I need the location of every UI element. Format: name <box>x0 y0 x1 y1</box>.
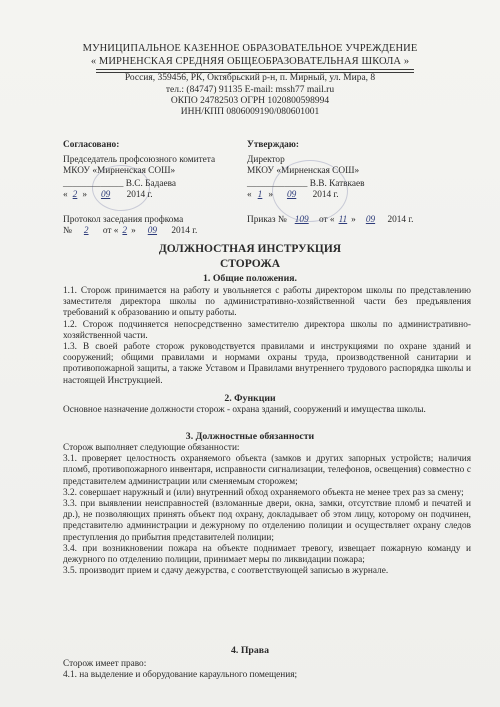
approval-left-sign: _____________ В.С. Бадаева <box>63 178 176 189</box>
para-3-5: 3.5. производит прием и сдачу дежурства, с соответствующей записью в журнале. <box>63 566 389 577</box>
approval-right-sign: _____________ В.В. Катвкаев <box>247 178 365 189</box>
section-4-body <box>63 659 471 681</box>
inn-kpp: ИНН/КПП 0806009190/080601001 <box>180 107 320 117</box>
protocol-num: 2 <box>83 226 89 236</box>
para-4-intro: Сторож имеет право: <box>63 659 147 669</box>
protocol-label: Протокол заседания профкома <box>63 214 184 225</box>
para-1-2: 1.2. Сторож подчиняется непосредственно заместителю директора школы по административно-хозяйственной части. <box>63 319 471 341</box>
order-from: от « <box>319 214 335 225</box>
approval-right-line2: МКОУ «Мирненская СОШ» <box>247 166 360 176</box>
stamp-right <box>272 160 348 222</box>
protocol-day: 2 <box>122 226 128 236</box>
org-name-line1: МУНИЦИПАЛЬНОЕ КАЗЕННОЕ ОБРАЗОВАТЕЛЬНОЕ УЧРЕЖДЕНИЕ <box>82 43 418 54</box>
address: Россия, 359456, РК, Октябрьский р-н, п. Мирный, ул. Мира, 8 <box>124 73 376 83</box>
header-rule-top <box>96 69 414 70</box>
protocol-quote-close: » <box>131 226 136 236</box>
doc-subtitle: СТОРОЖА <box>219 258 281 270</box>
date-quote-open: « <box>63 190 68 200</box>
order-day: 11 <box>338 214 348 225</box>
section-3-title: 3. Должностные обязанности <box>185 431 315 442</box>
date-day: 1 <box>257 190 263 200</box>
approval-left-heading: Согласовано: <box>63 140 120 150</box>
section-1-title: 1. Общие положения. <box>203 273 297 284</box>
date-quote-open: « <box>247 190 252 200</box>
para-3-2: 3.2. совершает наружный и (или) внутренний обход охраняемого объекта не менее трех раз за смену; <box>63 487 464 498</box>
stamp-left <box>92 165 150 211</box>
para-3-1: 3.1. проверяет целостность охраняемого объекта (замков и других запорных устройств; наличия пломб, противопожарного инвентаря, исправности сигнализации, телефонов, освещения) совместно с представителем администрации или сменяемым сторожем; <box>63 454 471 487</box>
date-month: 09 <box>286 190 297 200</box>
approval-right-heading: Утверждаю: <box>247 140 299 150</box>
para-1-1: 1.1. Сторож принимается на работу и увольняется с работы директором школы по представлению заместителя директора школы по административно-хозяйственной части без предъявления требований к образованию и опыту работы. <box>63 286 471 319</box>
doc-title: ДОЛЖНОСТНАЯ ИНСТРУКЦИЯ <box>158 243 342 255</box>
approval-left-line2: МКОУ «Мирненская СОШ» <box>63 166 176 176</box>
org-name-line2: « МИРНЕНСКАЯ СРЕДНЯЯ ОБЩЕОБРАЗОВАТЕЛЬНАЯ ШКОЛА » <box>90 56 410 67</box>
para-3-4: 3.4. при возникновении пожара на объекте поднимает тревогу, извещает пожарную команду и дежурного по отделению полиции, принимает меры по ликвидации пожара; <box>63 543 471 566</box>
contacts: тел.: (84747) 91135 E-mail: mssh77 mail.ru <box>165 85 335 95</box>
date-year: 2014 г. <box>312 190 339 200</box>
order-num: 109 <box>294 214 309 225</box>
approval-left-line1: Председатель профсоюзного комитета <box>63 154 216 165</box>
letterhead <box>40 42 460 68</box>
order-quote-close: » <box>351 214 356 225</box>
section-3-body <box>63 443 471 577</box>
section-2-body <box>63 405 471 416</box>
okpo-ogrn: ОКПО 24782503 ОГРН 1020800598994 <box>170 96 330 106</box>
order-month: 09 <box>365 214 376 225</box>
protocol-num-sign: № <box>63 226 72 236</box>
para-3-3: 3.3. при выявлении неисправностей (взломанные двери, окна, замки, отсутствие пломб и печатей и др.), не позволяющих принять объект под охрану, докладывает об этом лицу, которому он подчинен, представителю администрации и дежурному по отделению полиции и осуществляет охрану следов преступления до прибытия представителей полиции; <box>63 499 471 543</box>
date-quote-close: » <box>268 190 273 200</box>
protocol-line <box>63 226 215 238</box>
order-num-sign: № <box>277 214 287 225</box>
date-year: 2014 г. <box>126 190 153 200</box>
para-2-1: Основное назначение должности сторож - охрана зданий, сооружений и имущества школы. <box>63 405 426 415</box>
protocol-year: 2014 г. <box>171 226 198 236</box>
para-4-1: 4.1. на выделение и оборудование караульного помещения; <box>63 670 298 681</box>
para-3-intro: Сторож выполняет следующие обязанности: <box>63 443 240 453</box>
order-label: Приказ <box>247 214 276 225</box>
section-1-body <box>63 286 471 387</box>
section-2-title: 2. Функции <box>224 393 276 404</box>
section-4-title: 4. Права <box>231 645 269 656</box>
date-quote-close: » <box>82 190 87 200</box>
order-year: 2014 г. <box>387 214 414 225</box>
date-month: 09 <box>100 190 111 200</box>
protocol-from: от « <box>102 226 119 236</box>
approval-right-line1: Директор <box>247 154 285 165</box>
date-day: 2 <box>72 190 78 200</box>
para-1-3: 1.3. В своей работе сторож руководствуется правилами и инструкциями по охране зданий и сооружений; общими правилами и нормами охраны труда, производственной санитарии и противопожарной защиты, а также Уставом и Правилами внутреннего трудового распорядка школы и настоящей Инструкцией. <box>63 342 471 386</box>
protocol-month: 09 <box>147 226 158 236</box>
